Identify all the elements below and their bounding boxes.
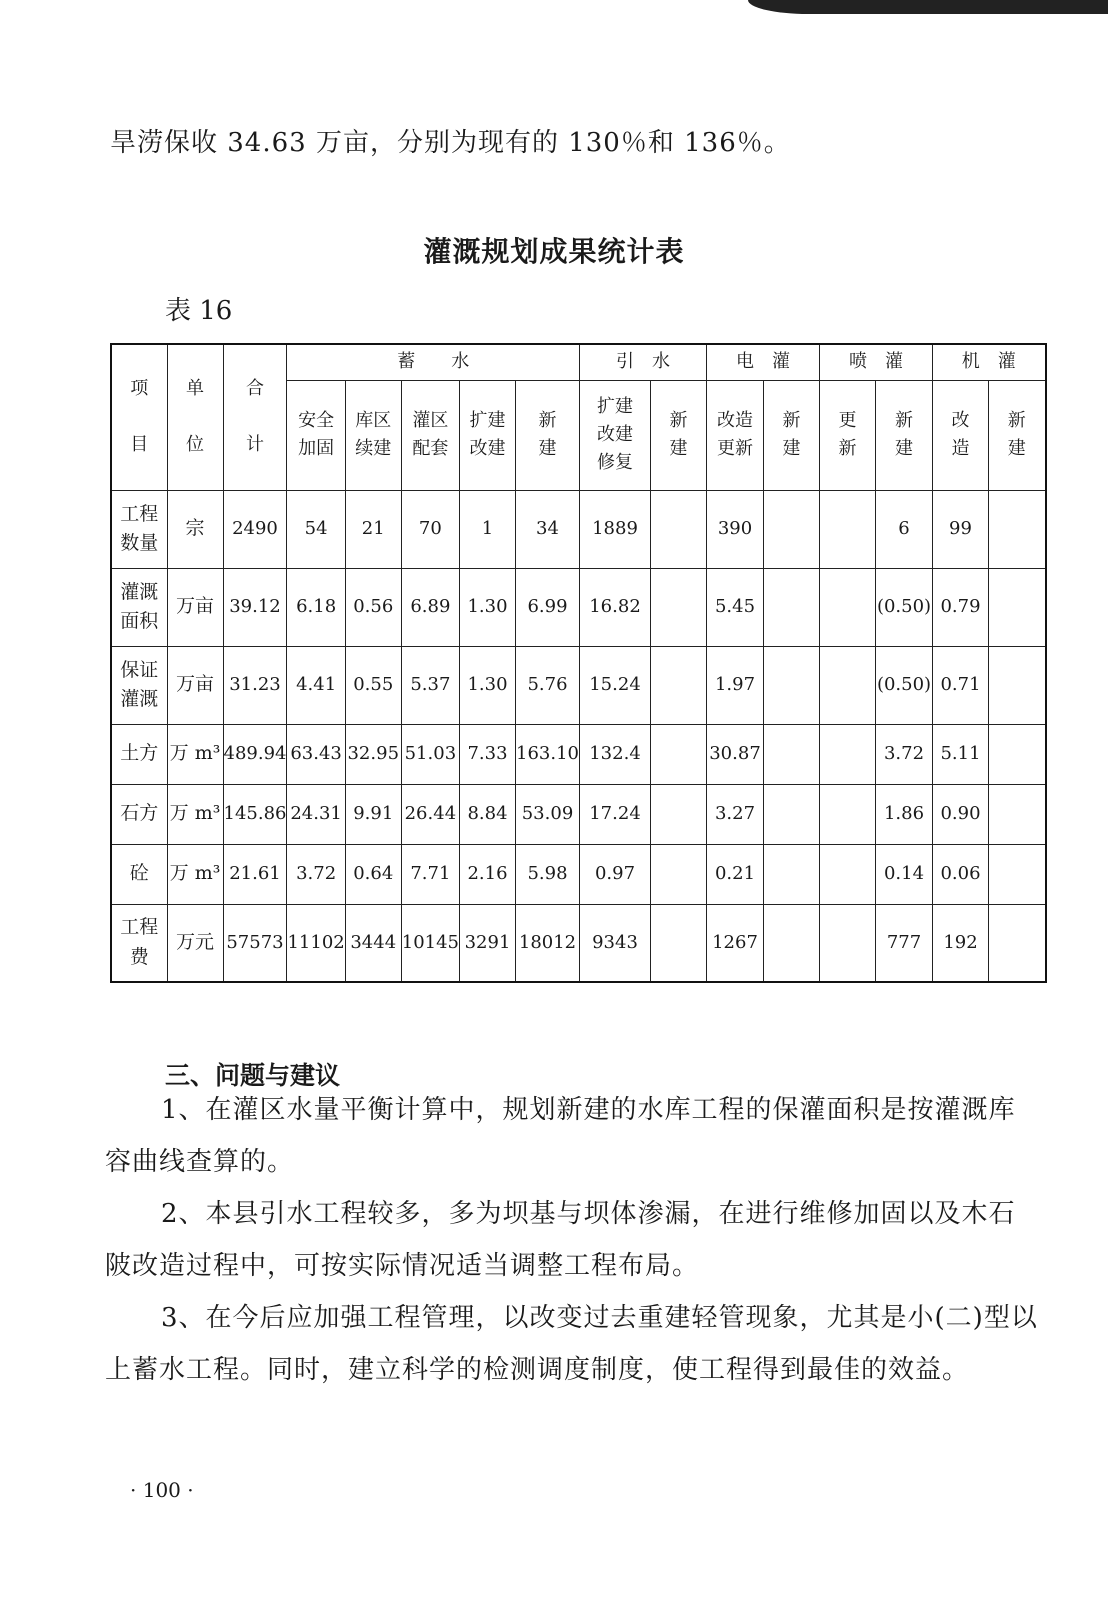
paragraph-2: 2、本县引水工程较多，多为坝基与坝体渗漏，在进行维修加固以及木石陂改造过程中，可按实际情况适当调整工程布局。 xyxy=(105,1199,1016,1281)
table-cell xyxy=(989,904,1046,982)
table-cell: 1.30 xyxy=(460,646,516,724)
table-cell: 0.14 xyxy=(876,844,933,904)
header-sub: 新 建 xyxy=(516,380,580,490)
row-total: 489.94 xyxy=(223,724,287,784)
table-cell: 63.43 xyxy=(287,724,345,784)
page-number: · 100 · xyxy=(130,1478,194,1502)
table-cell: 30.87 xyxy=(707,724,764,784)
table-cell: 5.37 xyxy=(401,646,459,724)
table-cell: 9.91 xyxy=(345,784,401,844)
row-total: 39.12 xyxy=(223,568,287,646)
section-heading: 三、问题与建议 xyxy=(165,1061,341,1090)
table-cell xyxy=(651,568,707,646)
table-cell: 11102 xyxy=(287,904,345,982)
header-sub: 新 建 xyxy=(651,380,707,490)
header-group-diversion: 引 水 xyxy=(580,344,707,380)
table-cell: 0.90 xyxy=(933,784,989,844)
table-cell xyxy=(989,784,1046,844)
table-cell: 5.11 xyxy=(933,724,989,784)
row-unit: 万元 xyxy=(167,904,223,982)
table-cell xyxy=(820,844,876,904)
table-cell: 0.55 xyxy=(345,646,401,724)
header-sub: 扩建 改建 xyxy=(460,380,516,490)
table-cell: 0.97 xyxy=(580,844,651,904)
table-number-label: 表 16 xyxy=(165,296,233,326)
row-total: 2490 xyxy=(223,490,287,568)
row-unit: 万亩 xyxy=(167,646,223,724)
table-cell: 16.82 xyxy=(580,568,651,646)
row-label: 工程 数量 xyxy=(111,490,167,568)
header-group-sprinkler: 喷 灌 xyxy=(820,344,933,380)
header-sub: 新 建 xyxy=(876,380,933,490)
table-cell: 0.06 xyxy=(933,844,989,904)
paragraph-3: 3、在今后应加强工程管理，以改变过去重建轻管现象，尤其是小(二)型以上蓄水工程。同时，建立科学的检测调度制度，使工程得到最佳的效益。 xyxy=(105,1303,1038,1385)
row-label: 工程 费 xyxy=(111,904,167,982)
row-label: 石方 xyxy=(111,784,167,844)
table-cell: 3.72 xyxy=(287,844,345,904)
table-cell xyxy=(820,724,876,784)
table-cell: 53.09 xyxy=(516,784,580,844)
table-cell: 15.24 xyxy=(580,646,651,724)
header-group-row xyxy=(111,344,1046,380)
intro-text: 旱涝保收 34.63 万亩，分别为现有的 130％和 136％。 xyxy=(110,128,791,158)
scan-edge-mark xyxy=(748,0,1108,14)
table-cell: 0.21 xyxy=(707,844,764,904)
table-cell xyxy=(820,646,876,724)
table-cell: 2.16 xyxy=(460,844,516,904)
table-cell: 21 xyxy=(345,490,401,568)
table-cell: 54 xyxy=(287,490,345,568)
table-cell: 5.45 xyxy=(707,568,764,646)
header-sub: 改 造 xyxy=(933,380,989,490)
table-cell: 5.76 xyxy=(516,646,580,724)
table-cell xyxy=(764,568,820,646)
table-cell: 24.31 xyxy=(287,784,345,844)
table-cell: 4.41 xyxy=(287,646,345,724)
header-sub: 安全 加固 xyxy=(287,380,345,490)
table-cell xyxy=(764,646,820,724)
table-cell: 51.03 xyxy=(401,724,459,784)
table-row xyxy=(111,568,1046,646)
table-cell xyxy=(764,904,820,982)
table-cell xyxy=(820,490,876,568)
table-cell xyxy=(651,904,707,982)
table-cell xyxy=(989,724,1046,784)
table-cell xyxy=(764,724,820,784)
table-cell: 1.97 xyxy=(707,646,764,724)
table-cell: 777 xyxy=(876,904,933,982)
table-cell: 10145 xyxy=(401,904,459,982)
table-cell xyxy=(651,844,707,904)
table-cell: 34 xyxy=(516,490,580,568)
table-cell: (0.50) xyxy=(876,646,933,724)
table-cell xyxy=(989,844,1046,904)
table-cell: 6 xyxy=(876,490,933,568)
table-cell: 390 xyxy=(707,490,764,568)
header-sub: 改造 更新 xyxy=(707,380,764,490)
table-cell: 7.71 xyxy=(401,844,459,904)
row-total: 21.61 xyxy=(223,844,287,904)
table-row xyxy=(111,490,1046,568)
table-cell: 70 xyxy=(401,490,459,568)
table-cell: 26.44 xyxy=(401,784,459,844)
table-cell xyxy=(764,844,820,904)
header-item: 项 目 xyxy=(111,344,167,490)
irrigation-statistics-table xyxy=(110,343,1047,983)
table-cell: 6.89 xyxy=(401,568,459,646)
table-cell: 8.84 xyxy=(460,784,516,844)
table-row xyxy=(111,784,1046,844)
row-label: 土方 xyxy=(111,724,167,784)
table-cell: 132.4 xyxy=(580,724,651,784)
table-cell: 1.30 xyxy=(460,568,516,646)
table-cell: 1267 xyxy=(707,904,764,982)
header-group-mechanical: 机 灌 xyxy=(933,344,1046,380)
header-sub: 更 新 xyxy=(820,380,876,490)
header-sub: 库区 续建 xyxy=(345,380,401,490)
header-sub: 新 建 xyxy=(764,380,820,490)
row-unit: 宗 xyxy=(167,490,223,568)
table-cell: 7.33 xyxy=(460,724,516,784)
table-cell xyxy=(989,568,1046,646)
header-total: 合 计 xyxy=(223,344,287,490)
table-cell: 3291 xyxy=(460,904,516,982)
header-group-storage: 蓄 水 xyxy=(287,344,580,380)
row-unit: 万 m³ xyxy=(167,784,223,844)
table-cell: 0.79 xyxy=(933,568,989,646)
table-cell: 5.98 xyxy=(516,844,580,904)
table-cell: 192 xyxy=(933,904,989,982)
table-cell xyxy=(989,646,1046,724)
table-cell: 17.24 xyxy=(580,784,651,844)
table-row xyxy=(111,844,1046,904)
header-sub: 扩建 改建 修复 xyxy=(580,380,651,490)
row-unit: 万亩 xyxy=(167,568,223,646)
table-cell: 18012 xyxy=(516,904,580,982)
table-cell: 3.72 xyxy=(876,724,933,784)
header-group-electric: 电 灌 xyxy=(707,344,820,380)
header-sub: 新 建 xyxy=(989,380,1046,490)
table-cell xyxy=(651,724,707,784)
table-cell: (0.50) xyxy=(876,568,933,646)
table-cell: 3444 xyxy=(345,904,401,982)
table-cell xyxy=(651,646,707,724)
table-cell xyxy=(820,568,876,646)
paragraph-1: 1、在灌区水量平衡计算中，规划新建的水库工程的保灌面积是按灌溉库容曲线查算的。 xyxy=(105,1095,1016,1177)
table-cell: 3.27 xyxy=(707,784,764,844)
table-cell xyxy=(820,904,876,982)
table-cell: 1 xyxy=(460,490,516,568)
table-cell: 0.64 xyxy=(345,844,401,904)
table-cell xyxy=(651,490,707,568)
row-label: 保证 灌溉 xyxy=(111,646,167,724)
row-unit: 万 m³ xyxy=(167,724,223,784)
table-cell xyxy=(764,490,820,568)
table-cell: 32.95 xyxy=(345,724,401,784)
table-cell xyxy=(989,490,1046,568)
table-cell: 6.99 xyxy=(516,568,580,646)
table-cell: 9343 xyxy=(580,904,651,982)
table-row xyxy=(111,646,1046,724)
row-total: 31.23 xyxy=(223,646,287,724)
table-cell: 163.10 xyxy=(516,724,580,784)
row-unit: 万 m³ xyxy=(167,844,223,904)
table-cell xyxy=(764,784,820,844)
row-label: 灌溉 面积 xyxy=(111,568,167,646)
table-cell: 0.71 xyxy=(933,646,989,724)
table-row xyxy=(111,904,1046,982)
table-cell: 6.18 xyxy=(287,568,345,646)
table-cell: 1889 xyxy=(580,490,651,568)
table-row xyxy=(111,724,1046,784)
header-unit: 单 位 xyxy=(167,344,223,490)
row-total: 57573 xyxy=(223,904,287,982)
table-cell: 0.56 xyxy=(345,568,401,646)
row-label: 砼 xyxy=(111,844,167,904)
table-cell xyxy=(820,784,876,844)
table-cell: 99 xyxy=(933,490,989,568)
row-total: 145.86 xyxy=(223,784,287,844)
table-cell: 1.86 xyxy=(876,784,933,844)
header-sub: 灌区 配套 xyxy=(401,380,459,490)
table-title: 灌溉规划成果统计表 xyxy=(423,235,685,268)
table-cell xyxy=(651,784,707,844)
